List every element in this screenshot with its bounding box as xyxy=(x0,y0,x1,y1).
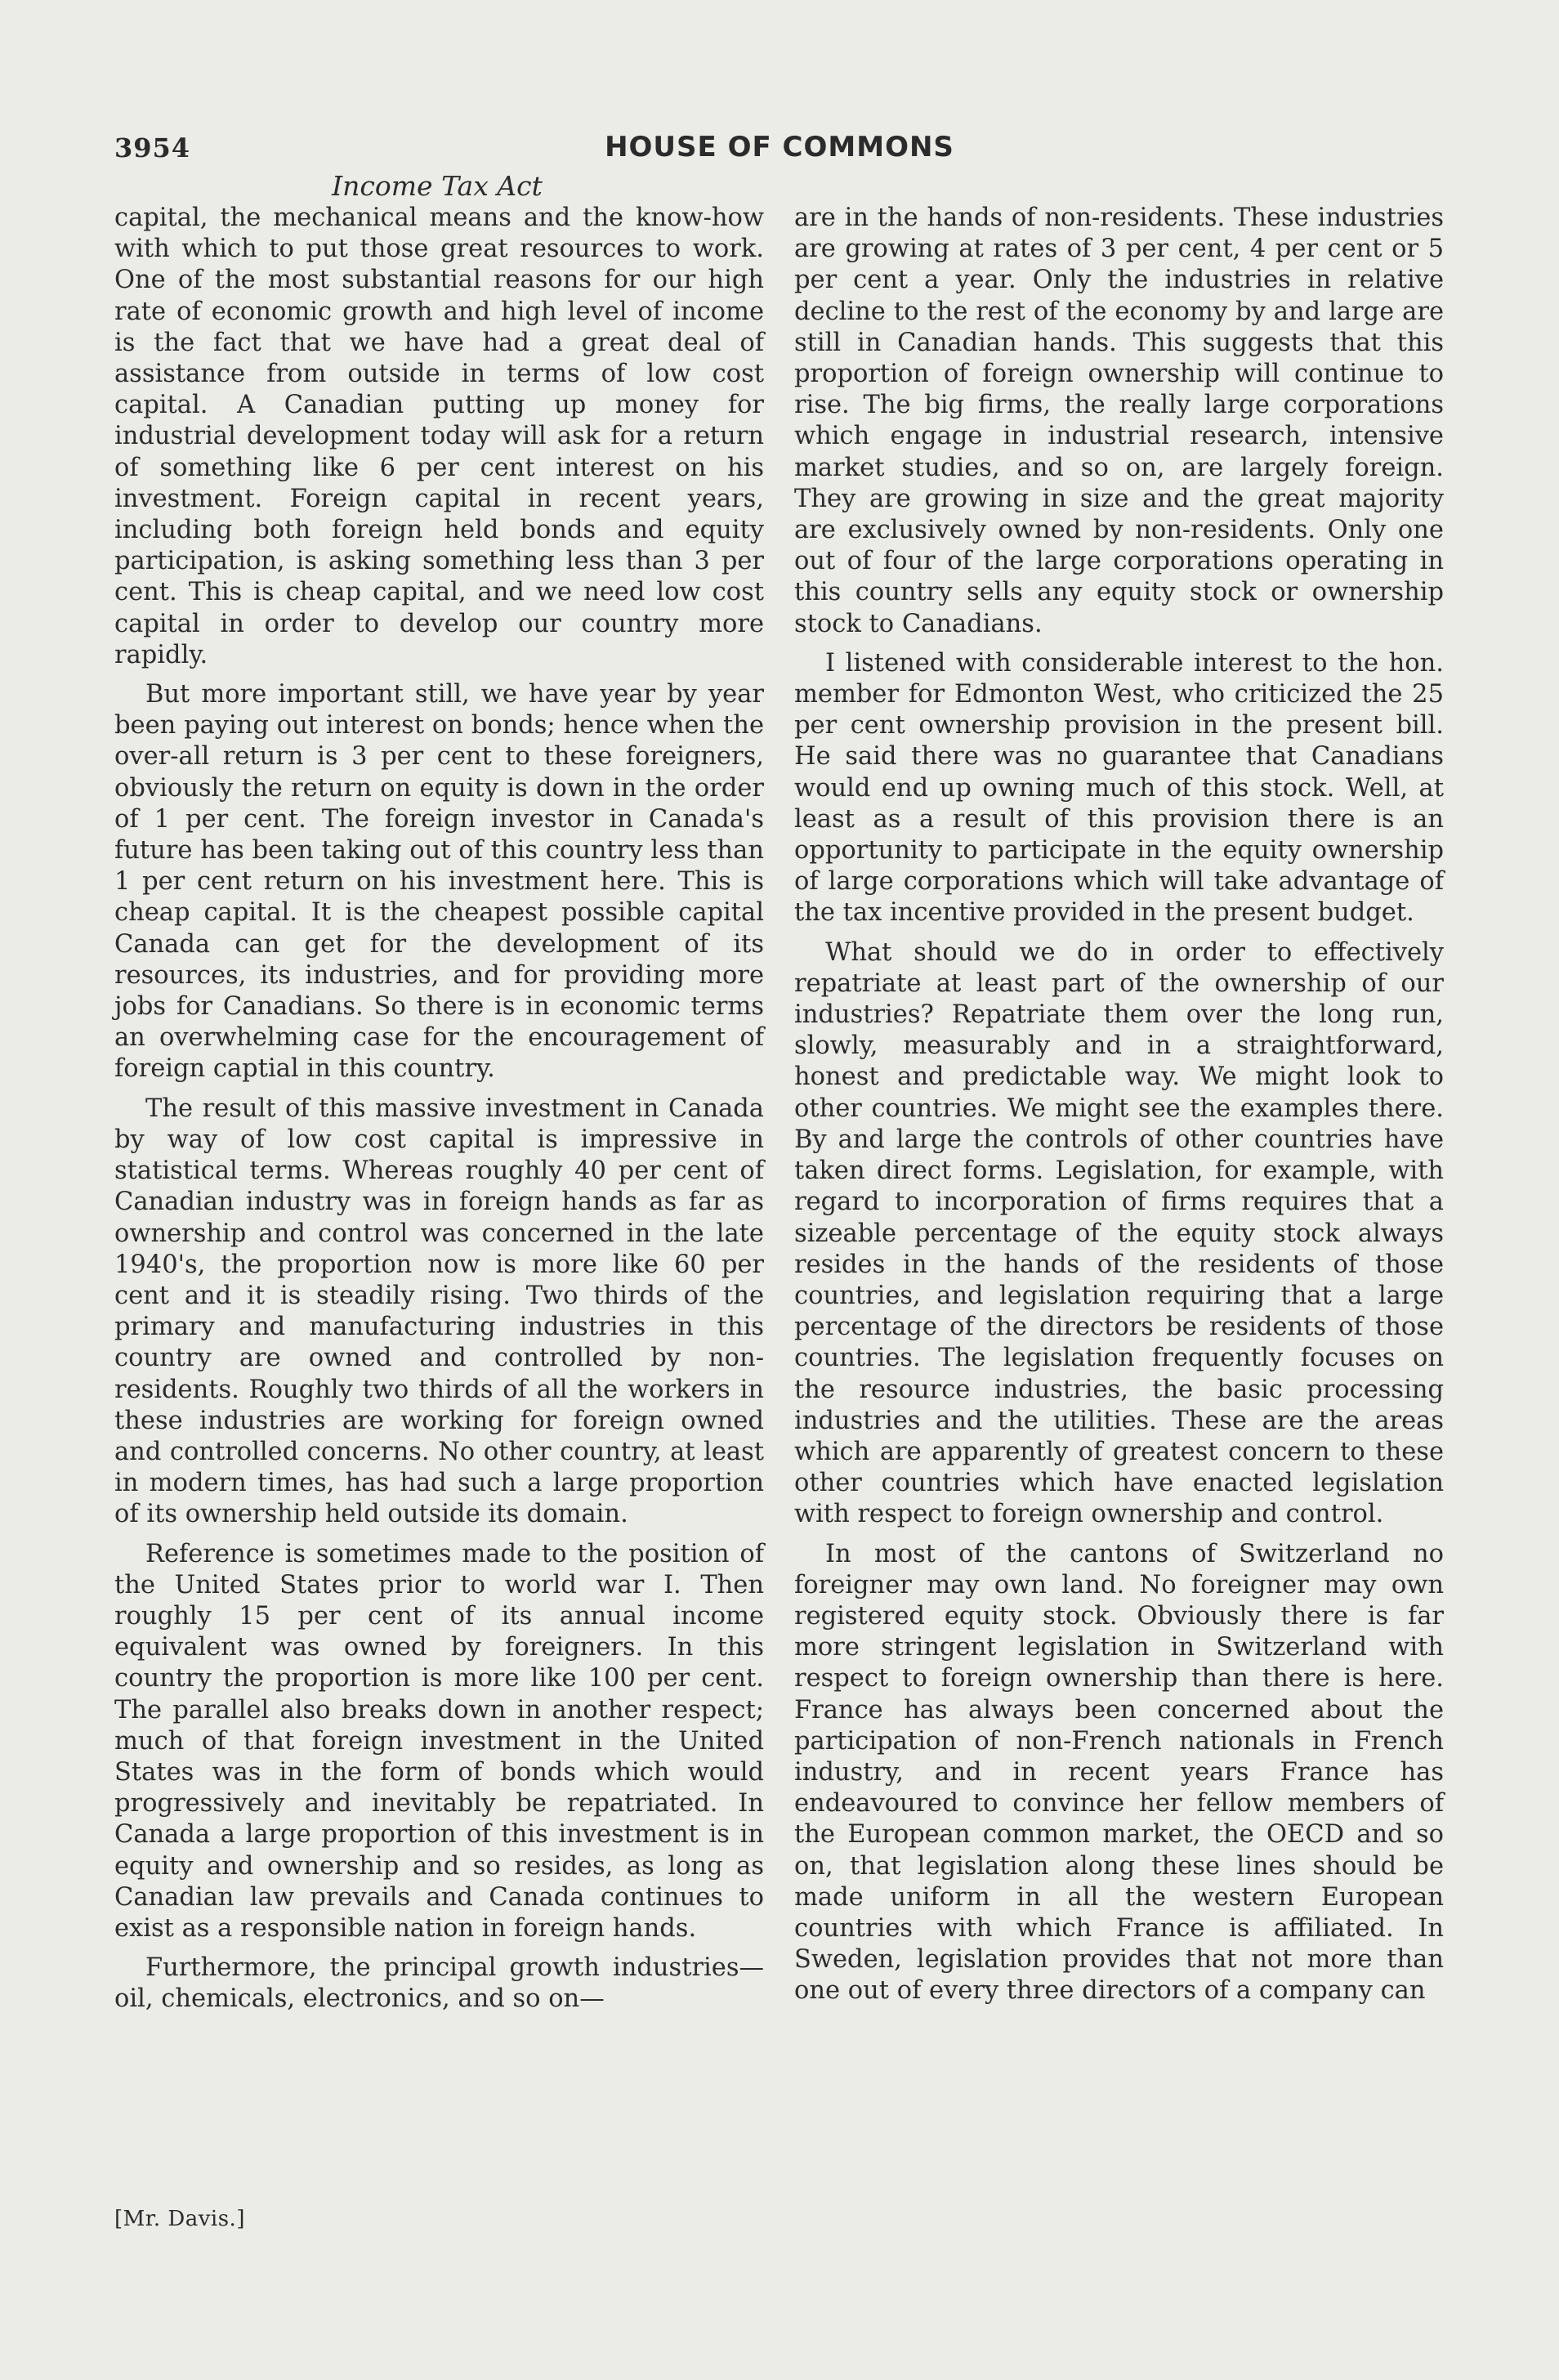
paragraph: Furthermore, the principal growth industries—oil, chemicals, electronics, and so on— xyxy=(114,1953,764,2014)
speaker-tag: [Mr. Davis.] xyxy=(114,2207,245,2231)
paragraph: are in the hands of non-residents. These industries are growing at rates of 3 per cent, 4 per cent or 5 per cent a year. Only the industries in relative decline to the rest of the economy by and large are still in Canadian hands. This suggests that this proportion of foreign ownership will continue to rise. The big firms, the really large corporations which engage in industrial research, intensive market studies, and so on, are largely foreign. They are growing in size and the great majority are exclusively owned by non-residents. Only one out of four of the large corporations operating in this country sells any equity stock or ownership stock to Canadians. xyxy=(794,204,1444,638)
right-column xyxy=(794,203,1444,2007)
paragraph: But more important still, we have year by year been paying out interest on bonds; hence when the over-all return is 3 per cent to these foreigners, obviously the return on equity is down in the order of 1 per cent. The foreign investor in Canada's future has been taking out of this country less than 1 per cent return on his investment here. This is cheap capital. It is the cheapest possible capital Canada can get for the development of its resources, its industries, and for providing more jobs for Canadians. So there is in economic terms an overwhelming case for the encouragement of foreign captial in this country. xyxy=(114,680,764,1084)
subject-heading: Income Tax Act xyxy=(332,170,543,202)
paragraph: I listened with considerable interest to the hon. member for Edmonton West, who criticized the 25 per cent ownership provision in the present bill. He said there was no guarantee that Canadians would end up owning much of this stock. Well, at least as a result of this provision there is an opportunity to participate in the equity ownership of large corporations which will take advantage of the tax incentive provided in the present budget. xyxy=(794,648,1444,928)
paragraph: In most of the cantons of Switzerland no foreigner may own land. No foreigner may own registered equity stock. Obviously there is far more stringent legislation in Switzerland with respect to foreign ownership than there is here. France has always been concerned about the participation of non-French nationals in French industry, and in recent years France has endeavoured to convince her fellow members of the European common market, the OECD and so on, that legislation along these lines should be made uniform in all the western European countries with which France is affiliated. In Sweden, legislation provides that not more than one out of every three directors of a company can xyxy=(794,1539,1444,2006)
paragraph: What should we do in order to effectively repatriate at least part of the ownership of our industries? Repatriate them over the long run, slowly, measurably and in a straightforward, honest and predictable way. We might look to other countries. We might see the examples there. By and large the controls of other countries have taken direct forms. Legislation, for example, with regard to incorporation of firms requires that a sizeable percentage of the equity stock always resides in the hands of the residents of those countries, and legislation requiring that a large percentage of the directors be residents of those countries. The legislation frequently focuses on the resource industries, the basic processing industries and the utilities. These are the areas which are apparently of greatest concern to these other countries which have enacted legislation with respect to foreign ownership and control. xyxy=(794,937,1444,1529)
paragraph: capital, the mechanical means and the know-how with which to put those great resources to work. One of the most substantial reasons for our high rate of economic growth and high level of income is the fact that we have had a great deal of assistance from outside in terms of low cost capital. A Canadian putting up money for industrial development today will ask for a return of something like 6 per cent interest on his investment. Foreign capital in recent years, including both foreign held bonds and equity participation, is asking something less than 3 per cent. This is cheap capital, and we need low cost capital in order to develop our country more rapidly. xyxy=(114,204,764,669)
running-head: HOUSE OF COMMONS xyxy=(605,131,954,163)
paragraph: Reference is sometimes made to the position of the United States prior to world war I. Then roughly 15 per cent of its annual income equivalent was owned by foreigners. In this country the proportion is more like 100 per cent. The parallel also breaks down in another respect; much of that foreign investment in the United States was in the form of bonds which would progressively and inevitably be repatriated. In Canada a large proportion of this investment is in equity and ownership and so resides, as long as Canadian law prevails and Canada continues to exist as a responsible nation in foreign hands. xyxy=(114,1539,764,1943)
left-column xyxy=(114,203,764,2015)
page-number: 3954 xyxy=(114,132,191,163)
paragraph: The result of this massive investment in Canada by way of low cost capital is impressive in statistical terms. Whereas roughly 40 per cent of Canadian industry was in foreign hands as far as ownership and control was concerned in the late 1940's, the proportion now is more like 60 per cent and it is steadily rising. Two thirds of the primary and manufacturing industries in this country are owned and controlled by non-residents. Roughly two thirds of all the workers in these industries are working for foreign owned and controlled concerns. No other country, at least in modern times, has had such a large proportion of its ownership held outside its domain. xyxy=(114,1094,764,1529)
